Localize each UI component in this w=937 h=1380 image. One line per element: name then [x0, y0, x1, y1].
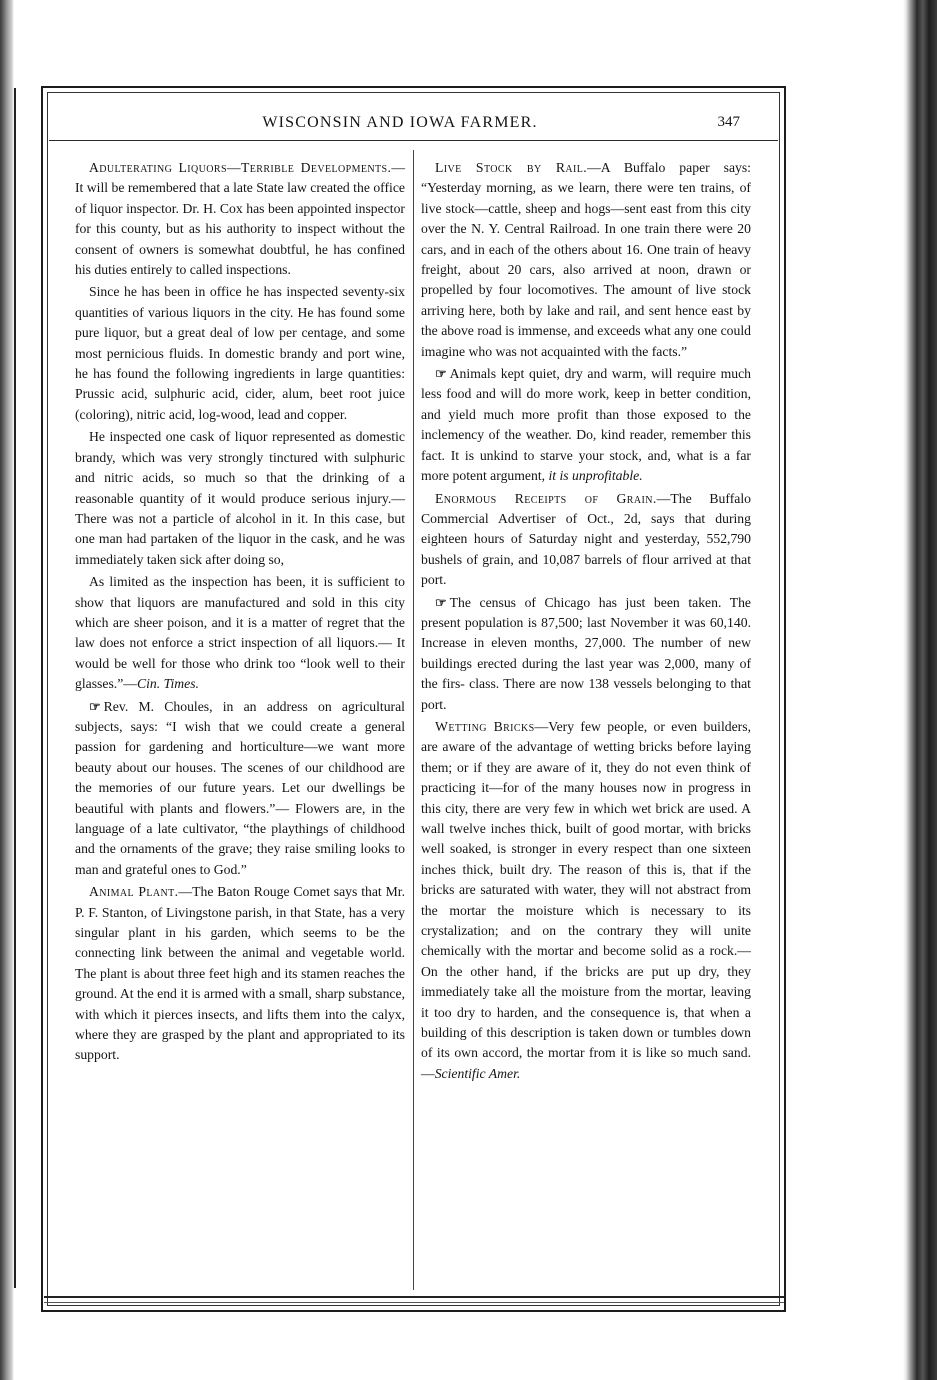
article-heading: Animal Plant.: [89, 884, 179, 900]
article-text: Animals kept quiet, dry and warm, will require much less food and will do more work, keep in better condition, and yield much more profit than those exposed to the inclemency of the weather. Do, kind reader, remember this fact. It is unkind to starve your stock, and, what is a far more potent argument,: [421, 366, 751, 484]
article-adulterating-p3: He inspected one cask of liquor represented as domestic brandy, which was very strongly tinctured with sulphuric and nitric acids, so much so that the drinking of a reasonable quantity of it would produce serious injury.— There was not a particle of alcohol in it. In this case, but one man had partaken of the liquor in the cask, and he was immediately taken sick after doing so,: [75, 429, 405, 567]
article-emphasis: it is unprofitable.: [548, 468, 643, 484]
article-heading: Adulterating Liquors—Terrible Developments.: [89, 160, 392, 175]
left-page-edge: [0, 0, 14, 1380]
running-title: WISCONSIN AND IOWA FARMER.: [262, 114, 538, 131]
header-rule: [49, 140, 778, 141]
bottom-rule-thin: [44, 1302, 784, 1303]
article-source: Cin. Times.: [136, 676, 199, 692]
article-text: The census of Chicago has just been taken. The present population is 87,500; last November it was 60,140. Increase in eleven months, 27,000. The number of new buildings erected during the last year was 2,000, many of the firs- class. There are now 138 vessels belonging to that port.: [421, 594, 751, 712]
left-column: [75, 158, 405, 1068]
article-adulterating-p2: Since he has been in office he has inspected seventy-six quantities of various liquors in the city. He has found some pure liquor, but a great deal of low per centage, and some most pernicious fluids. In domestic brandy and port wine, he has found the following ingredients in large quantities: Prussic acid, sulphuric acid, cider, alum, beet root juice (coloring), nitric acid, log-wood, lead and copper.: [75, 284, 405, 422]
pointing-hand-icon: ☞: [89, 698, 101, 714]
article-animals: [421, 364, 751, 486]
article-adulterating-p4: [75, 572, 405, 694]
article-choules: [75, 697, 405, 881]
right-page-edge: [903, 0, 937, 1380]
article-heading: Enormous Receipts of Grain.: [435, 490, 657, 506]
running-head: [60, 114, 740, 136]
article-bricks: [421, 717, 751, 1084]
left-page-rule: [14, 88, 16, 1288]
article-heading: Wetting Bricks: [435, 718, 535, 734]
article-text: —Very few people, or even builders, are aware of the advantage of wetting bricks before laying them; or if they are aware of it, they do not even think of practicing it—for of the many houses now in progress in this city, there are very few in which wet brick are used. A wall twelve inches thick, built of good mortar, with bricks well soaked, is stronger in every respect than one sixteen inches thick, built dry. The reason of this is, that if the bricks are saturated with water, they will not abstract from the mortar the moisture which is necessary to its crystalization; and on the contrary they will unite chemically with the mortar and become solid as a rock.— On the other hand, if the bricks are put up dry, they immediately take all the moisture from the mortar, leaving it too dry to harden, and the consequence is, that when a building of this description is taken down or tumbles down of its own accord, the mortar from it is like so much sand.—: [421, 718, 751, 1081]
pointing-hand-icon: ☞: [435, 594, 447, 610]
article-text: —It will be remembered that a late State law created the office of liquor inspector. Dr. H. Cox has been appointed inspector for this county, but as his authority to inspect without the consent of owners is somewhat doubtful, he has confined his duties entirely to called inspections.: [75, 160, 405, 278]
article-text: As limited as the inspection has been, it is sufficient to show that liquors are manufactured and sold in this city which are sheer poison, and it is a matter of regret that the law does not enforce a strict inspection of all liquors.— It would be well for those who drink too “look well to their glasses.”—: [75, 574, 405, 692]
article-live-stock: [421, 158, 751, 362]
article-heading: Live Stock by Rail.: [435, 160, 588, 175]
article-text: —A Buffalo paper says: “Yesterday morning, as we learn, there were ten trains, of live stock—cattle, sheep and hogs—sent east from this city over the N. Y. Central Railroad. In one train there were 20 cars, and in each of the others about 16. One train of heavy freight, about 20 cars, also arrived at noon, drawn or propelled by four locomotives. The amount of live stock arriving here, both by lake and rail, and sent hence east by the above road is immense, and exceeds what any one could imagine who was not acquainted with the facts.”: [421, 160, 751, 359]
article-text: —The Baton Rouge Comet says that Mr. P. F. Stanton, of Livingstone parish, in that State, has a very singular plant in his garden, which seems to be the connecting link between the animal and vegetable world. The plant is about three feet high and its stamen reaches the ground. At the end it is armed with a small, sharp substance, with which it pierces insects, and lifts them into the calyx, where they are grasped by the plant and appropriated to its support.: [75, 884, 405, 1063]
article-text: Rev. M. Choules, in an address on agricultural subjects, says: “I wish that we could create a general passion for gardening and horticulture—we want more beauty about our houses. The scenes of our childhood are the memories of our future years. Let our dwellings be beautiful with plants and flowers.”— Flowers are, in the language of a late cultivator, “the playthings of childhood and the ornaments of the grave; they raise smiling looks to man and grateful ones to God.”: [75, 698, 405, 877]
article-adulterating-p1: [75, 158, 405, 280]
article-grain: [421, 489, 751, 591]
article-animal-plant: [75, 882, 405, 1066]
article-text: —The Buffalo Commercial Advertiser of Oct., 2d, says that during eighteen hours of Saturday night and yesterday, 552,790 bushels of grain, and 10,087 barrels of flour arrived at that port.: [421, 490, 751, 588]
pointing-hand-icon: ☞: [435, 366, 447, 382]
bottom-rule: [44, 1296, 784, 1298]
article-source: Scientific Amer.: [434, 1065, 521, 1081]
right-column: [421, 158, 751, 1086]
article-chicago: [421, 593, 751, 715]
page-number: 347: [717, 114, 740, 130]
column-divider: [413, 150, 414, 1290]
